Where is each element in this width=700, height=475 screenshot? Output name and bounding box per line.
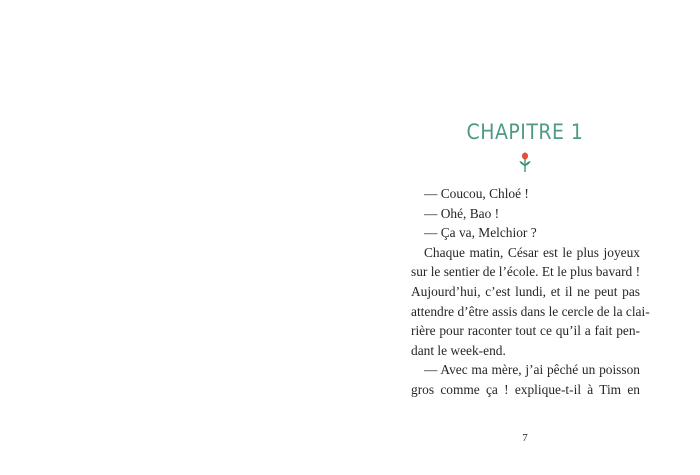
text-line: — Coucou, Chloé ! [424,186,529,201]
text-line: — Ohé, Bao ! [424,205,500,221]
text-line: Chaque matin, César est le plus joyeux [424,244,640,260]
right-page [350,0,700,475]
text-line: dant le week-end. [411,342,506,358]
text-line: rière pour raconter tout ce qu’il a fait pen- [411,323,640,339]
text-line: — Ça va, Melchior ? [424,225,537,241]
text-line: — Avec ma mère, j’ai pêché un poisson [424,362,640,378]
text-line: Aujourd’hui, c’est lundi, et il ne peut pas [411,283,640,299]
text-line: sur le sentier de l’école. Et le plus bavard ! [411,264,641,280]
text-line: gros comme ça ! explique-t-il à Tim en [411,381,640,397]
flower-icon [518,151,532,173]
page-number: 7 [522,432,528,444]
text-line: attendre d’être assis dans le cercle de la clai- [411,303,650,319]
chapter-text [411,184,650,400]
chapter-title: CHAPITRE 1 [466,120,584,144]
